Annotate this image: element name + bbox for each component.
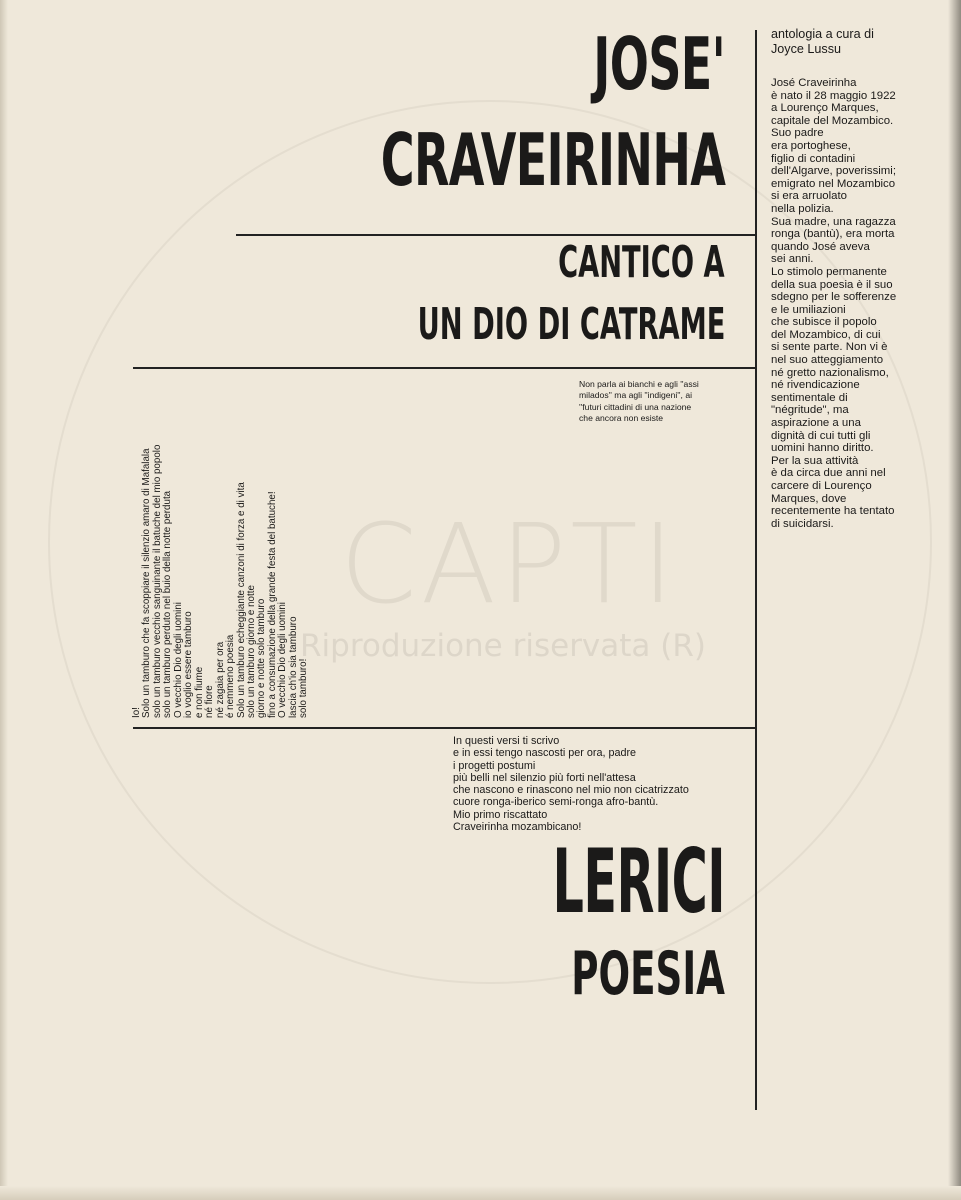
- book-title-line-1: CANTICO A: [558, 237, 725, 288]
- book-title-line-2: UN DIO DI CATRAME: [417, 299, 725, 350]
- epigraph: Non parla ai bianchi e agli ''assi milados'' ma agli ''indigeni'', ai ''futuri cittadini di una nazione che ancora non esiste: [579, 379, 699, 423]
- author-first-name: JOSE': [593, 22, 725, 106]
- watermark-text: Riproduzione riservata (R): [300, 628, 707, 664]
- series-name: POESIA: [571, 939, 725, 1009]
- page-edge: [0, 0, 8, 1200]
- author-biography: José Craveirinha è nato il 28 maggio 1922 a Lourenço Marques, capitale del Mozambico. Suo padre era portoghese, figlio di contadini dell'Algarve, poverissimi; emigrato nel Mozambico si era arruolato nella polizia. Sua madre, una ragazza ronga (bantù), era morta quando José aveva sei anni. Lo stimolo permanente della sua poesia è il suo sdegno per le sofferenze e le umiliazioni che subisce il popolo del Mozambico, di cui si sente parte. Non vi è nel suo atteggiamento né gretto nazionalismo, né rivendicazione sentimentale di "négritude", ma aspirazione a una dignità di cui tutti gli uomini hanno diritto. Per la sua attività è da circa due anni nel carcere di Lourenço Marques, dove recentemente ha tentato di suicidarsi.: [771, 77, 897, 530]
- author-last-name: CRAVEIRINHA: [380, 118, 725, 202]
- vertical-divider: [755, 30, 757, 1110]
- page-edge: [948, 0, 961, 1200]
- publisher-name: LERICI: [552, 830, 725, 933]
- poem-vertical: Io! Solo un tamburo che fa scoppiare il silenzio amaro di Mafalala solo un tamburo vecchio sanguinante il batuche del mio popolo solo un tamburo perduto nel buio della notte perduta O vecchio Dio degli uomini io voglio essere tamburo e non fiume né fiore né zagaia per ora é nemmeno poesia Solo un tamburo echeggiante canzoni di forza e di vita solo un tamburo giorno e notte giorno e notte solo tamburo fino a consumazione della grande festa del batuche! O vecchio Dio degli uomini lascia ch'io sia tamburo solo tamburo!: [131, 444, 310, 718]
- divider: [236, 234, 755, 236]
- divider: [133, 367, 755, 369]
- watermark-logo: CAPTI: [340, 500, 679, 628]
- editor-note: antologia a cura di Joyce Lussu: [771, 27, 874, 56]
- divider: [133, 727, 755, 729]
- page-edge: [0, 1186, 961, 1200]
- closing-poem: In questi versi ti scrivo e in essi tengo nascosti per ora, padre i progetti postumi più belli nel silenzio più forti nell'attesa che nascono e rinascono nel mio non cicatrizzato cuore ronga-iberico semi-ronga afro-bantù. Mio primo riscattato Craveirinha mozambicano!: [453, 735, 689, 834]
